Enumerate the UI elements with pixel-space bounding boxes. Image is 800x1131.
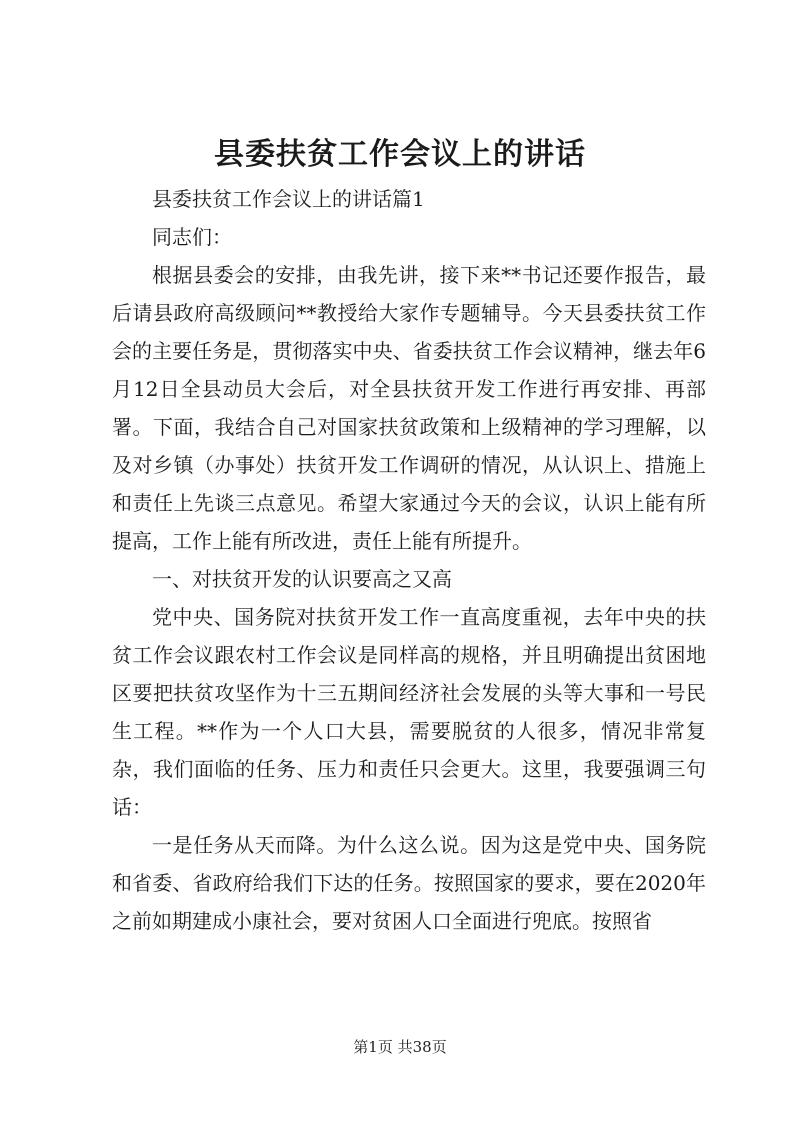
body-paragraph: 一是任务从天而降。为什么这么说。因为这是党中央、国务院和省委、省政府给我们下达的任务。按照国家的要求，要在2020年之前如期建成小康社会，要对贫困人口全面进行兜底。按照省 bbox=[112, 833, 706, 933]
section-heading: 一、对扶贫开发的认识要高之又高 bbox=[152, 567, 452, 591]
body-paragraph: 党中央、国务院对扶贫开发工作一直高度重视，去年中央的扶贫工作会议跟农村工作会议是同样高的规格，并且明确提出贫困地区要把扶贫攻坚作为十三五期间经济社会发展的头等大事和一号民生工程。**作为一个人口大县，需要脱贫的人很多，情况非常复杂，我们面临的任务、压力和责任只会更大。这里，我要强调三句话： bbox=[112, 605, 706, 819]
body-paragraph: 根据县委会的安排，由我先讲，接下来**书记还要作报告，最后请县政府高级顾问**教授给大家作专题辅导。今天县委扶贫工作会的主要任务是，贯彻落实中央、省委扶贫工作会议精神，继去年6月12日全县动员大会后，对全县扶贫开发工作进行再安排、再部署。下面，我结合自己对国家扶贫政策和上级精神的学习理解，以及对乡镇（办事处）扶贫开发工作调研的情况，从认识上、措施上和责任上先谈三点意见。希望大家通过今天的会议，认识上能有所提高，工作上能有所改进，责任上能有所提升。 bbox=[112, 263, 706, 553]
subtitle-paragraph: 县委扶贫工作会议上的讲话篇1 bbox=[152, 187, 425, 211]
document-title: 县委扶贫工作会议上的讲话 bbox=[214, 137, 586, 172]
document-body bbox=[112, 180, 706, 940]
salutation-paragraph: 同志们： bbox=[152, 225, 232, 249]
page-footer: 第1页 共38页 bbox=[353, 1038, 447, 1056]
